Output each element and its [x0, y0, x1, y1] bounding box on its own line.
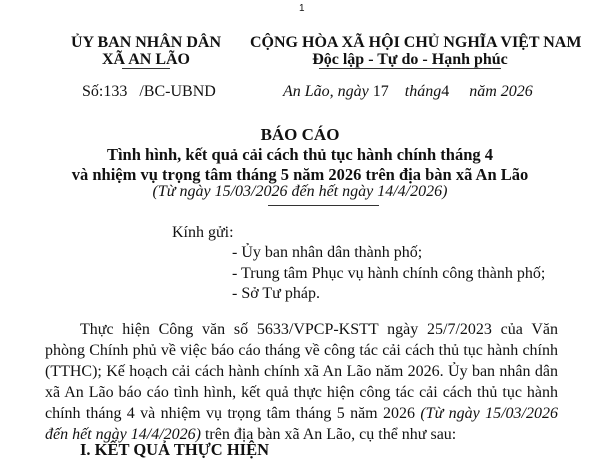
report-date-range: (Từ ngày 15/03/2026 đến hết ngày 14/4/2026)	[152, 183, 448, 200]
report-subtitle-line2: và nhiệm vụ trọng tâm tháng 5 năm 2026 trên địa bàn xã An Lão	[71, 165, 529, 184]
section-heading: I. KẾT QUẢ THỰC HIỆN	[80, 440, 270, 459]
report-subtitle-line1: Tình hình, kết quả cải cách thủ tục hành chính tháng 4	[106, 145, 494, 164]
recipients-label: Kính gửi:	[172, 224, 234, 241]
date-day: 17	[372, 83, 389, 100]
issuing-agency-header	[60, 34, 232, 68]
recipient-item: - Ủy ban nhân dân thành phố;	[232, 244, 423, 261]
agency-commune: XÃ AN LÃO	[101, 51, 190, 68]
page-number: 1	[299, 3, 305, 14]
date-month-label: tháng	[404, 83, 442, 100]
agency-underline	[122, 68, 170, 69]
doc-number-code: /BC-UBND	[139, 83, 216, 100]
date-month: 4	[441, 83, 450, 100]
motto-underline	[319, 68, 501, 69]
recipient-item: - Sở Tư pháp.	[232, 285, 320, 302]
document-number	[82, 83, 216, 101]
recipient-item: - Trung tâm Phục vụ hành chính công thành phố;	[232, 265, 546, 282]
doc-number-prefix: Số:	[82, 83, 104, 100]
national-motto: Độc lập - Tự do - Hạnh phúc	[312, 51, 508, 68]
paragraph-text-end: trên địa bàn xã An Lão, cụ thể như sau:	[200, 426, 457, 443]
date-year: năm 2026	[469, 83, 533, 100]
country-name: CỘNG HÒA XÃ HỘI CHỦ NGHĨA VIỆT NAM	[250, 34, 582, 51]
document-date	[283, 83, 533, 101]
date-place: An Lão, ngày	[283, 83, 369, 100]
paragraph-italic-range: (Từ ngày 15/03/2026 đến hết ngày 14/4/2026)	[45, 405, 559, 443]
agency-name: ỦY BAN NHÂN DÂN	[70, 34, 222, 51]
report-title: BÁO CÁO	[260, 125, 340, 144]
national-motto-header	[250, 34, 582, 68]
doc-number-value: 133	[103, 83, 128, 100]
title-underline	[268, 205, 379, 206]
paragraph-text: Thực hiện Công văn số 5633/VPCP-KSTT ngày 25/7/2023 của Văn phòng Chính phủ về việc báo cáo tháng về công tác cải cách thủ tục hành chính (TTHC); Kế hoạch cải cách hành chính xã An Lão năm 2026. Ủy ban nhân dân xã An Lão báo cáo tình hình, kết quả thực hiện công tác cải cách thủ tục hành chính tháng 4 và nhiệm vụ trọng tâm tháng 5 năm 2026	[45, 321, 558, 422]
intro-paragraph	[45, 319, 558, 445]
